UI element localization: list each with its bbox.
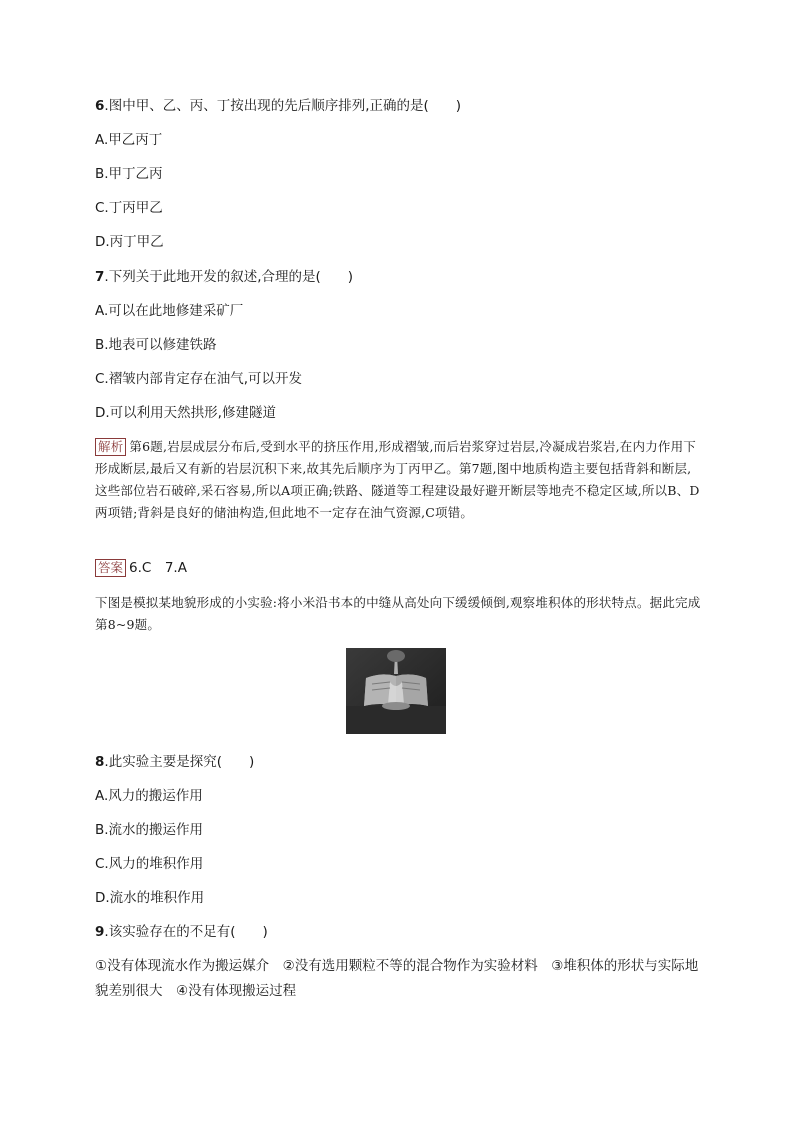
option-c: C.丁丙甲乙 [95, 200, 163, 216]
explanation-block [95, 436, 701, 524]
option-d: D.可以利用天然拱形,修建隧道 [95, 405, 276, 421]
option-b: B.流水的搬运作用 [95, 822, 204, 838]
question-number: 8 [95, 754, 105, 770]
question-text: .下列关于此地开发的叙述,合理的是( ) [104, 269, 354, 285]
question-text: .图中甲、乙、丙、丁按出现的先后顺序排列,正确的是( ) [104, 98, 462, 114]
question-7-stem [95, 267, 353, 287]
question-number: 7 [95, 269, 105, 285]
question-number: 6 [95, 98, 105, 114]
answer-text: 6.C 7.A [129, 560, 187, 576]
option-b: B.甲丁乙丙 [95, 166, 163, 182]
answer-tag: 答案 [95, 559, 126, 577]
experiment-photo [346, 648, 446, 734]
option-c: C.风力的堆积作用 [95, 856, 204, 872]
option-d: D.流水的堆积作用 [95, 890, 205, 906]
option-c: C.褶皱内部肯定存在油气,可以开发 [95, 371, 303, 387]
option-d: D.丙丁甲乙 [95, 234, 164, 250]
question-text: .该实验存在的不足有( ) [104, 924, 268, 940]
option-a: A.风力的搬运作用 [95, 788, 203, 804]
question-6-stem [95, 96, 461, 116]
option-a: A.甲乙丙丁 [95, 132, 163, 148]
answer-line [95, 558, 187, 578]
question-9-stem [95, 922, 268, 942]
question-8-stem [95, 752, 254, 772]
question-9-statements: ①没有体现流水作为搬运媒介 ②没有选用颗粒不等的混合物作为实验材料 ③堆积体的形状与实际地貌差别很大 ④没有体现搬运过程 [95, 958, 699, 999]
option-b: B.地表可以修建铁路 [95, 337, 217, 353]
experiment-intro: 下图是模拟某地貌形成的小实验:将小米沿书本的中缝从高处向下缓缓倾倒,观察堆积体的形状特点。据此完成第8~9题。 [95, 595, 701, 632]
explanation-tag: 解析 [95, 438, 126, 456]
option-a: A.可以在此地修建采矿厂 [95, 303, 244, 319]
question-number: 9 [95, 924, 105, 940]
explanation-text: 第6题,岩层成层分布后,受到水平的挤压作用,形成褶皱,而后岩浆穿过岩层,冷凝成岩浆岩,在内力作用下形成断层,最后又有新的岩层沉积下来,故其先后顺序为丁丙甲乙。第7题,图中地质构造主要包括背斜和断层,这些部位岩石破碎,采石容易,所以A项正确;铁路、隧道等工程建设最好避开断层等地壳不稳定区域,所以B、D两项错;背斜是良好的储油构造,但此地不一定存在油气资源,C项错。 [95, 439, 700, 520]
question-text: .此实验主要是探究( ) [104, 754, 255, 770]
